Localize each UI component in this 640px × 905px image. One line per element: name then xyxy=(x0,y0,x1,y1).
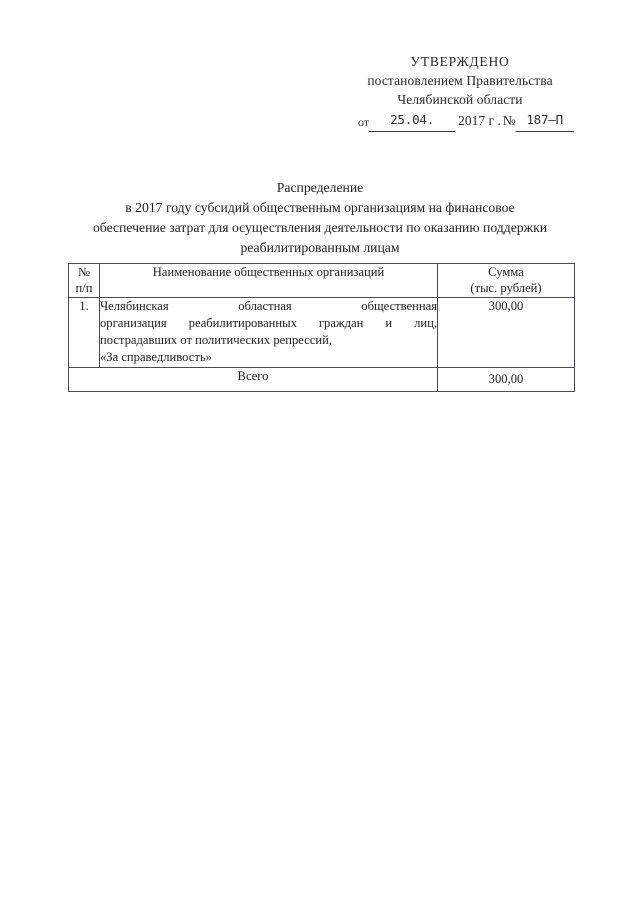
title-line-2: в 2017 году субсидий общественным организациям на финансовое xyxy=(125,199,515,215)
decree-date-line xyxy=(330,111,590,131)
total-sum: 300,00 xyxy=(438,367,575,391)
document-title xyxy=(62,178,578,257)
approval-line-1: УТВЕРЖДЕНО xyxy=(410,54,510,69)
table-row xyxy=(69,297,575,367)
total-label: Всего xyxy=(69,367,438,391)
org-name-line-4: «За справедливость» xyxy=(100,350,212,365)
date-value: 25.04. xyxy=(390,111,435,127)
header-cell-name xyxy=(100,264,438,298)
header-cell-sum xyxy=(438,264,575,298)
approval-block xyxy=(330,52,590,132)
number-field xyxy=(516,111,574,132)
date-prefix-label: от xyxy=(358,114,370,129)
header-sum-main: Сумма xyxy=(488,265,524,279)
title-line-3: обеспечение затрат для осуществления деятельности по оказанию поддержки xyxy=(92,219,548,235)
number-value: 187–П xyxy=(526,111,563,127)
table-total-row xyxy=(69,367,575,391)
row-sum: 300,00 xyxy=(438,297,575,367)
org-name-line-3: пострадавших от политических репрессий, xyxy=(100,333,332,348)
header-number-sub: п/п xyxy=(75,281,93,296)
row-number: 1. xyxy=(69,297,100,367)
date-field xyxy=(369,111,455,132)
title-line-4: реабилитированным лицам xyxy=(240,239,400,255)
row-organization-name xyxy=(100,297,438,367)
header-sum-sub: (тыс. рублей) xyxy=(470,281,542,296)
title-line-1: Распределение xyxy=(276,180,364,195)
number-label: № xyxy=(502,113,516,129)
approval-line-2: постановлением Правительства xyxy=(367,73,553,89)
header-name-text: Наименование общественных организаций xyxy=(152,265,385,279)
decree-year: 2017 г . xyxy=(458,113,501,129)
table-header-row xyxy=(69,264,575,298)
distribution-table xyxy=(68,263,575,392)
header-number-main: № xyxy=(77,265,91,279)
approval-line-3: Челябинской области xyxy=(397,92,523,108)
header-cell-number xyxy=(69,264,100,298)
org-name-line-1: Челябинская областная общественная xyxy=(100,298,437,313)
org-name-line-2: организация реабилитированных граждан и лиц, xyxy=(100,315,437,330)
